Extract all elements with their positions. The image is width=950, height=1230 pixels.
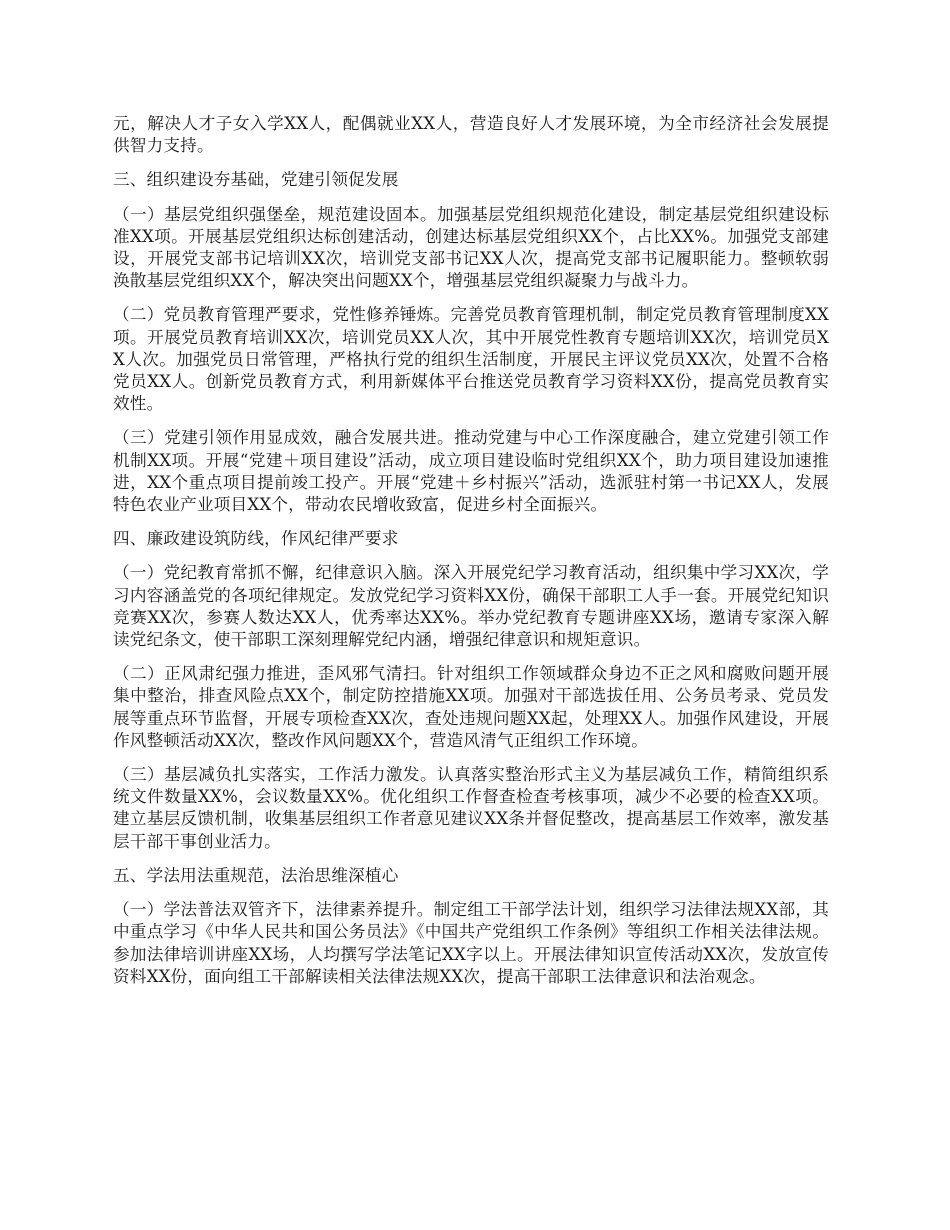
paragraph-talent-support-continued: 元，解决人才子女入学XX人，配偶就业XX人，营造良好人才发展环境，为全市经济社会发展提供智力支持。: [113, 114, 829, 156]
paragraph-party-building-leadership: （三）党建引领作用显成效，融合发展共进。推动党建与中心工作深度融合，建立党建引领工作机制XX项。开展“党建＋项目建设”活动，成立项目建设临时党组织XX个，助力项目建设加速推进，XX个重点项目提前竣工投产。开展“党建＋乡村振兴”活动，选派驻村第一书记XX人，发展特色农业产业项目XX个，带动农民增收致富，促进乡村全面振兴。: [113, 428, 829, 515]
section-heading-integrity-building: 四、廉政建设筑防线，作风纪律严要求: [113, 529, 399, 549]
section-heading-organization-building: 三、组织建设夯基础，党建引领促发展: [113, 170, 399, 190]
paragraph-discipline-education: （一）党纪教育常抓不懈，纪律意识入脑。深入开展党纪学习教育活动，组织集中学习XX次，学习内容涵盖党的各项纪律规定。发放党纪学习资料XX份，确保干部职工人手一套。开展党纪知识竞赛XX次，参赛人数达XX人，优秀率达XX%。举办党纪教育专题讲座XX场，邀请专家深入解读党纪条文，使干部职工深刻理解党纪内涵，增强纪律意识和规矩意识。: [113, 563, 829, 650]
paragraph-law-study-promotion: （一）学法普法双管齐下，法律素养提升。制定组工干部学法计划，组织学习法律法规XX部，其中重点学习《中华人民共和国公务员法》《中国共产党组织工作条例》等组织工作相关法律法规。参加法律培训讲座XX场，人均撰写学法笔记XX字以上。开展法律知识宣传活动XX次，发放宣传资料XX份，面向组工干部解读相关法律法规XX次，提高干部职工法律意识和法治观念。: [113, 900, 829, 986]
paragraph-grassroots-party-organization: （一）基层党组织强堡垒，规范建设固本。加强基层党组织规范化建设，制定基层党组织建设标准XX项。开展基层党组织达标创建活动，创建达标基层党组织XX个，占比XX%。加强党支部建设，开展党支部书记培训XX次，培训党支部书记XX人次，提高党支部书记履职能力。整顿软弱涣散基层党组织XX个，解决突出问题XX个，增强基层党组织凝聚力与战斗力。: [113, 204, 829, 291]
paragraph-rectify-conduct: （二）正风肃纪强力推进，歪风邪气清扫。针对组织工作领域群众身边不正之风和腐败问题开展集中整治，排查风险点XX个，制定防控措施XX项。加强对干部选拔任用、公务员考录、党员发展等重点环节监督，开展专项检查XX次，查处违规问题XX起，处理XX人。加强作风建设，开展作风整顿活动XX次，整改作风问题XX个，营造风清气正组织工作环境。: [113, 664, 829, 750]
document-page: [113, 113, 829, 1000]
section-heading-law-study: 五、学法用法重规范，法治思维深植心: [113, 865, 399, 885]
paragraph-grassroots-burden-reduction: （三）基层减负扎实落实，工作活力激发。认真落实整治形式主义为基层减负工作，精简组织系统文件数量XX%，会议数量XX%。优化组织工作督查检查考核事项，减少不必要的检查XX项。建立基层反馈机制，收集基层组织工作者意见建议XX条并督促整改，提高基层工作效率，激发基层干部干事创业活力。: [113, 765, 829, 851]
paragraph-party-member-education: （二）党员教育管理严要求，党性修养锤炼。完善党员教育管理机制，制定党员教育管理制度XX项。开展党员教育培训XX次，培训党员XX人次，其中开展党性教育专题培训XX次，培训党员XX人次。加强党员日常管理，严格执行党的组织生活制度，开展民主评议党员XX次，处置不合格党员XX人。创新党员教育方式，利用新媒体平台推送党员教育学习资料XX份，提高党员教育实效性。: [113, 305, 829, 414]
